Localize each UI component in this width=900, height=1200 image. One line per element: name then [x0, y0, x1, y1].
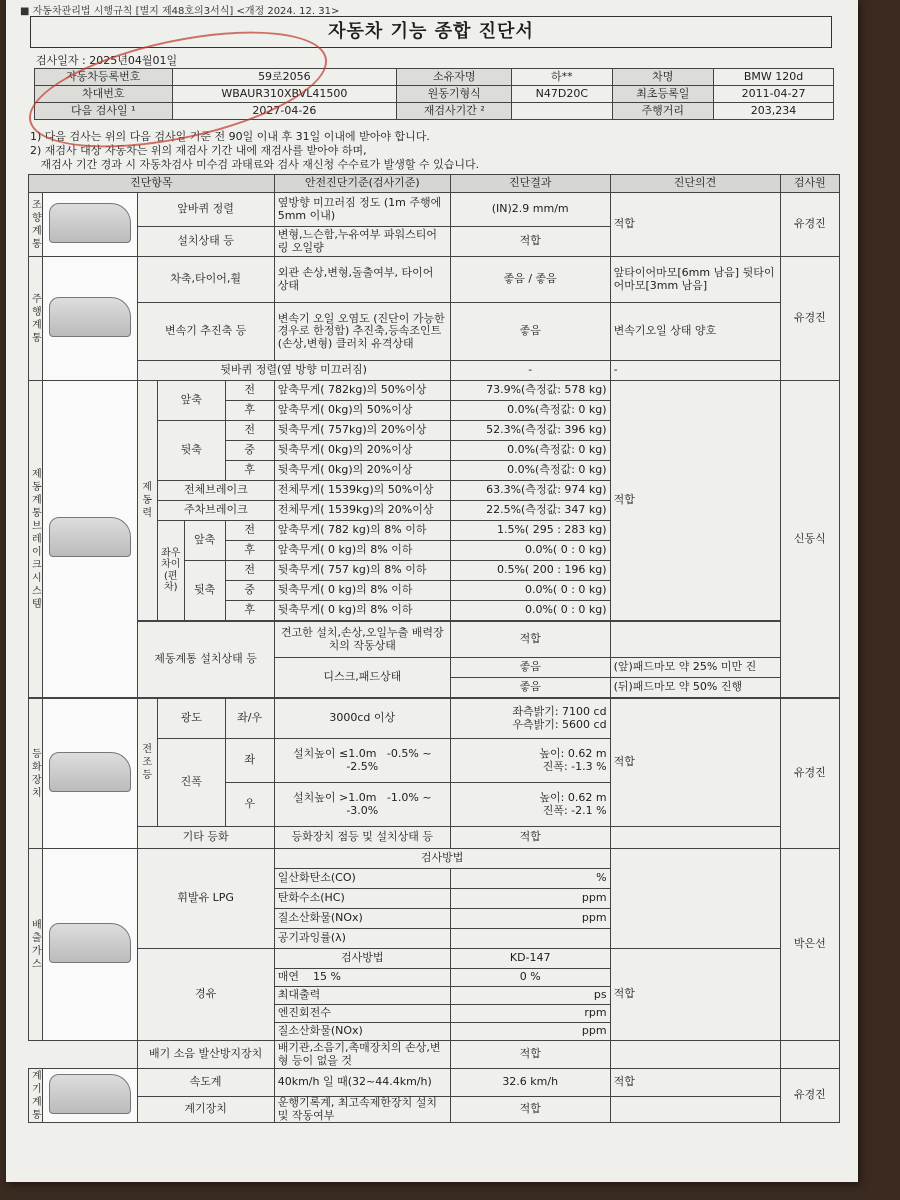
diesel-smoke-res: 0 %: [450, 969, 610, 987]
aim-right-h: 높이: 0.62 m: [539, 790, 607, 804]
model-value: BMW 120d: [714, 69, 834, 86]
drive-group: 주행계통: [29, 257, 43, 381]
drive-r2-std: 변속기 오일 오염도 (진단이 가능한 경우로 한정함) 추진축,등속조인트(손상,변형) 클러치 유격상태: [274, 303, 450, 361]
vin-value: WBAUR310XBVL41500: [172, 86, 397, 103]
brake-row-2-pos: 전: [225, 421, 274, 441]
brake-rear-label: 뒷축: [158, 421, 226, 481]
diesel-method-val: KD-147: [450, 949, 610, 969]
reg-label: 자동차등록번호: [35, 69, 173, 86]
next-inspection-label: 다음 검사일 ¹: [35, 103, 173, 120]
aim-right-height: 설치높이 >1.0m: [292, 790, 377, 804]
aim-left-range: -0.5% ~ -2.5%: [346, 746, 432, 773]
brake-front-label: 앞축: [158, 381, 226, 421]
aim-right-a: 진폭: -2.1 %: [542, 803, 607, 817]
speedometer-icon: [43, 1069, 137, 1123]
device-std: 운행기록계, 최고속제한장치 설치 및 작동여부: [274, 1097, 450, 1123]
steer-r2-name: 설치상태 등: [137, 227, 274, 257]
note-3: 재검사 기간 경과 시 자동차검사 미수검 과태료와 검사 재신청 수수료가 발생할 수 있습니다.: [30, 158, 480, 171]
car-chassis-icon: [43, 257, 137, 381]
light-group: 등화장치: [29, 699, 43, 849]
document-title: 자동차 기능 종합 진단서: [30, 16, 832, 48]
gas-hc: 탄화수소(HC): [274, 889, 450, 909]
brake-opinion: 적합: [610, 381, 780, 621]
other-light-res: 적합: [450, 827, 610, 849]
col-result: 진단결과: [450, 175, 610, 193]
car-exhaust-icon: [43, 849, 137, 1041]
brake-row-2-res: 52.3%(측정값: 396 kg): [450, 421, 610, 441]
brake-row-2-std: 뒷축무게( 757kg)의 20%이상: [274, 421, 450, 441]
diagnosis-table: [28, 174, 840, 1123]
exhaust-inspector: 박은선: [780, 849, 839, 1041]
drive-inspector: 유경진: [780, 257, 839, 381]
brake-install-op2a: (앞)패드마모 약 25% 미만 진: [610, 658, 780, 678]
first-reg-label: 최초등록일: [612, 86, 714, 103]
engine-label: 원동기형식: [397, 86, 512, 103]
brake-row-4-pos: 후: [225, 461, 274, 481]
brake-row-1-pos: 후: [225, 401, 274, 421]
drive-r3-name: 뒷바퀴 정렬(옆 방향 미끄러짐): [137, 361, 450, 381]
noise-name: 배기 소음 발산방지장치: [137, 1041, 274, 1069]
device-res: 적합: [450, 1097, 610, 1123]
aim-left-height: 설치높이 ≤1.0m: [292, 746, 377, 760]
mileage-value: 203,234: [714, 103, 834, 120]
aim-right-std: [274, 783, 450, 827]
brake-total-res: 63.3%(측정값: 974 kg): [450, 481, 610, 501]
first-reg-value: 2011-04-27: [714, 86, 834, 103]
brake-row-4-res: 0.0%(측정값: 0 kg): [450, 461, 610, 481]
gas-nox: 질소산화물(NOx): [274, 909, 450, 929]
col-opinion: 진단의견: [610, 175, 780, 193]
brake-install-std1: 견고한 설치,손상,오일누출 배력장치의 작동상태: [274, 622, 450, 658]
brake-install-res2a: 좋음: [450, 658, 610, 678]
gas-nox-unit: ppm: [450, 909, 610, 929]
speed-op: 적합: [610, 1069, 780, 1097]
other-light-std: 등화장치 점등 및 설치상태 등: [274, 827, 450, 849]
brake-row-1-std: 앞축무게( 0kg)의 50%이상: [274, 401, 450, 421]
car-light-icon: [43, 699, 137, 849]
brake-diff-rear: 뒷축: [184, 561, 225, 621]
note-1: 1) 다음 검사는 위의 다음 검사일 기준 전 90일 이내 후 31일 이내에 받아야 합니다.: [30, 130, 430, 143]
brake-group: 제동계통 브레이크시스템: [29, 381, 43, 698]
headlamp-label: 전조등: [137, 699, 157, 827]
light-opinion: 적합: [610, 699, 780, 827]
drive-r2-result: 좋음: [450, 303, 610, 361]
aim-left-h: 높이: 0.62 m: [539, 746, 607, 760]
speed-name: 속도계: [137, 1069, 274, 1097]
brake-row-3-res: 0.0%(측정값: 0 kg): [450, 441, 610, 461]
engine-value: N47D20C: [512, 86, 612, 103]
col-item: 진단항목: [29, 175, 275, 193]
vin-label: 차대번호: [35, 86, 173, 103]
note-2: 2) 재검사 대상 자동차는 위의 재검사 기간 내에 재검사를 받아야 하며,: [30, 144, 367, 157]
diesel-smoke-label: 매연: [277, 970, 299, 984]
brake-park-name: 주차브레이크: [158, 501, 275, 521]
meter-group: 계기계통: [29, 1069, 43, 1123]
steering-wheel-icon: [43, 193, 137, 257]
device-name: 계기장치: [137, 1097, 274, 1123]
aim-left-side: 좌: [225, 739, 274, 783]
exhaust-group: 배출가스: [29, 849, 43, 1041]
aim-right-range: -1.0% ~ -3.0%: [346, 790, 432, 817]
gas-name: 휘발유 LPG: [137, 849, 274, 949]
brake-drow-1-res: 0.0%( 0 : 0 kg): [450, 541, 610, 561]
brake-install-res2b: 좋음: [450, 678, 610, 698]
brake-total-std: 전체무게( 1539kg)의 50%이상: [274, 481, 450, 501]
brake-drow-4-res: 0.0%( 0 : 0 kg): [450, 601, 610, 621]
brake-drow-4-std: 뒷축무게( 0 kg)의 8% 이하: [274, 601, 450, 621]
brake-drow-0-pos: 전: [225, 521, 274, 541]
brake-force-label: 제동력: [137, 381, 157, 621]
next-inspection-value: 2027-04-26: [172, 103, 397, 120]
speed-std: 40km/h 일 때(32~44.4km/h): [274, 1069, 450, 1097]
car-brake-icon: [43, 381, 137, 698]
brake-drow-2-res: 0.5%( 200 : 196 kg): [450, 561, 610, 581]
brake-drow-3-std: 뒷축무게( 0 kg)의 8% 이하: [274, 581, 450, 601]
diesel-method: 검사방법: [274, 949, 450, 969]
drive-r1-std: 외관 손상,변형,돌출여부, 타이어 상태: [274, 257, 450, 303]
lum-res: [450, 699, 610, 739]
diesel-smoke: [274, 969, 450, 987]
lum-std: 3000cd 이상: [274, 699, 450, 739]
diesel-rpm-unit: rpm: [450, 1005, 610, 1023]
drive-r1-result: 좋음 / 좋음: [450, 257, 610, 303]
meter-inspector: 유경진: [780, 1069, 839, 1123]
brake-drow-2-pos: 전: [225, 561, 274, 581]
aim-right-res: [450, 783, 610, 827]
reinspection-value: [512, 103, 612, 120]
aim-left-a: 진폭: -1.3 %: [542, 759, 607, 773]
diesel-power: 최대출력: [274, 987, 450, 1005]
brake-drow-2-std: 뒷축무게( 757 kg)의 8% 이하: [274, 561, 450, 581]
diesel-nox-unit: ppm: [450, 1023, 610, 1041]
reinspection-label: 재검사기간 ²: [397, 103, 512, 120]
col-std: 안전진단기준(검사기준): [274, 175, 450, 193]
form-header: ■ 자동차관리법 시행규칙 [별지 제48호의3서식] <개정 2024. 12. 31>: [20, 6, 340, 17]
aim-left-res: [450, 739, 610, 783]
lum-res-left: 좌측밝기: 7100 cd: [512, 704, 607, 718]
lum-name: 광도: [158, 699, 226, 739]
steer-opinion: 적합: [610, 193, 780, 257]
diesel-name: 경유: [137, 949, 274, 1041]
drive-r2-op: 변속기오일 상태 양호: [610, 303, 780, 361]
noise-res: 적합: [450, 1041, 610, 1069]
aim-right-side: 우: [225, 783, 274, 827]
col-inspector: 검사원: [780, 175, 839, 193]
brake-row-0-pos: 전: [225, 381, 274, 401]
aim-left-std: [274, 739, 450, 783]
steer-r1-name: 앞바퀴 정렬: [137, 193, 274, 227]
owner-value: 하**: [512, 69, 612, 86]
brake-diff-front: 앞축: [184, 521, 225, 561]
brake-row-3-std: 뒷축무게( 0kg)의 20%이상: [274, 441, 450, 461]
brake-drow-0-std: 앞축무게( 782 kg)의 8% 이하: [274, 521, 450, 541]
steer-inspector: 유경진: [780, 193, 839, 257]
drive-r1-op: 앞타이어마모[6mm 남음] 뒷타이어마모[3mm 남음]: [610, 257, 780, 303]
diesel-opinion: 적합: [610, 949, 780, 1041]
speed-res: 32.6 km/h: [450, 1069, 610, 1097]
brake-park-std: 전체무게( 1539kg)의 20%이상: [274, 501, 450, 521]
steer-r2-result: 적합: [450, 227, 610, 257]
brake-park-res: 22.5%(측정값: 347 kg): [450, 501, 610, 521]
steer-r2-std: 변형,느슨함,누유여부 파워스티어링 오일량: [274, 227, 450, 257]
brake-total-name: 전체브레이크: [158, 481, 275, 501]
brake-drow-1-pos: 후: [225, 541, 274, 561]
brake-row-1-res: 0.0%(측정값: 0 kg): [450, 401, 610, 421]
aim-name: 진폭: [158, 739, 226, 827]
brake-drow-3-res: 0.0%( 0 : 0 kg): [450, 581, 610, 601]
brake-row-4-std: 뒷축무게( 0kg)의 20%이상: [274, 461, 450, 481]
other-light-name: 기타 등화: [137, 827, 274, 849]
brake-drow-4-pos: 후: [225, 601, 274, 621]
brake-row-0-std: 앞축무게( 782kg)의 50%이상: [274, 381, 450, 401]
brake-install-name: 제동계통 설치상태 등: [137, 622, 274, 698]
reg-value: 59로2056: [172, 69, 397, 86]
model-label: 차명: [612, 69, 714, 86]
light-inspector: 유경진: [780, 699, 839, 849]
gas-method: 검사방법: [274, 849, 610, 869]
diesel-power-unit: ps: [450, 987, 610, 1005]
inspection-date: 검사일자 : 2025년04월01일: [36, 54, 178, 67]
diesel-nox: 질소산화물(NOx): [274, 1023, 450, 1041]
inspection-document: [6, 0, 858, 1182]
brake-diff-label: 좌우 차이 (편차): [158, 521, 185, 621]
noise-std: 배기관,소음기,촉매장치의 손상,변형 등이 없을 것: [274, 1041, 450, 1069]
brake-row-3-pos: 중: [225, 441, 274, 461]
drive-r3-op: -: [610, 361, 780, 381]
steer-group: 조향계통: [29, 193, 43, 257]
mileage-label: 주행거리: [612, 103, 714, 120]
drive-r3-result: -: [450, 361, 610, 381]
brake-install-op2b: (뒤)패드마모 약 50% 진행: [610, 678, 780, 698]
diesel-smoke-std: 15 %: [312, 970, 341, 984]
brake-install-std2: 디스크,패드상태: [274, 658, 450, 698]
brake-drow-3-pos: 중: [225, 581, 274, 601]
diesel-rpm: 엔진회전수: [274, 1005, 450, 1023]
gas-hc-unit: ppm: [450, 889, 610, 909]
brake-row-0-res: 73.9%(측정값: 578 kg): [450, 381, 610, 401]
steer-r1-std: 옆방향 미끄러짐 정도 (1m 주행에 5mm 이내): [274, 193, 450, 227]
gas-lambda: 공기과잉률(λ): [274, 929, 450, 949]
brake-inspector: 신동식: [780, 381, 839, 698]
owner-label: 소유자명: [397, 69, 512, 86]
gas-co-unit: %: [450, 869, 610, 889]
lum-side: 좌/우: [225, 699, 274, 739]
drive-r1-name: 차축,타이어,휠: [137, 257, 274, 303]
brake-drow-1-std: 앞축무게( 0 kg)의 8% 이하: [274, 541, 450, 561]
drive-r2-name: 변속기 추진축 등: [137, 303, 274, 361]
lum-res-right: 우측밝기: 5600 cd: [512, 717, 607, 731]
steer-r1-result: (IN)2.9 mm/m: [450, 193, 610, 227]
brake-drow-0-res: 1.5%( 295 : 283 kg): [450, 521, 610, 541]
brake-install-res1: 적합: [450, 622, 610, 658]
gas-co: 일산화탄소(CO): [274, 869, 450, 889]
